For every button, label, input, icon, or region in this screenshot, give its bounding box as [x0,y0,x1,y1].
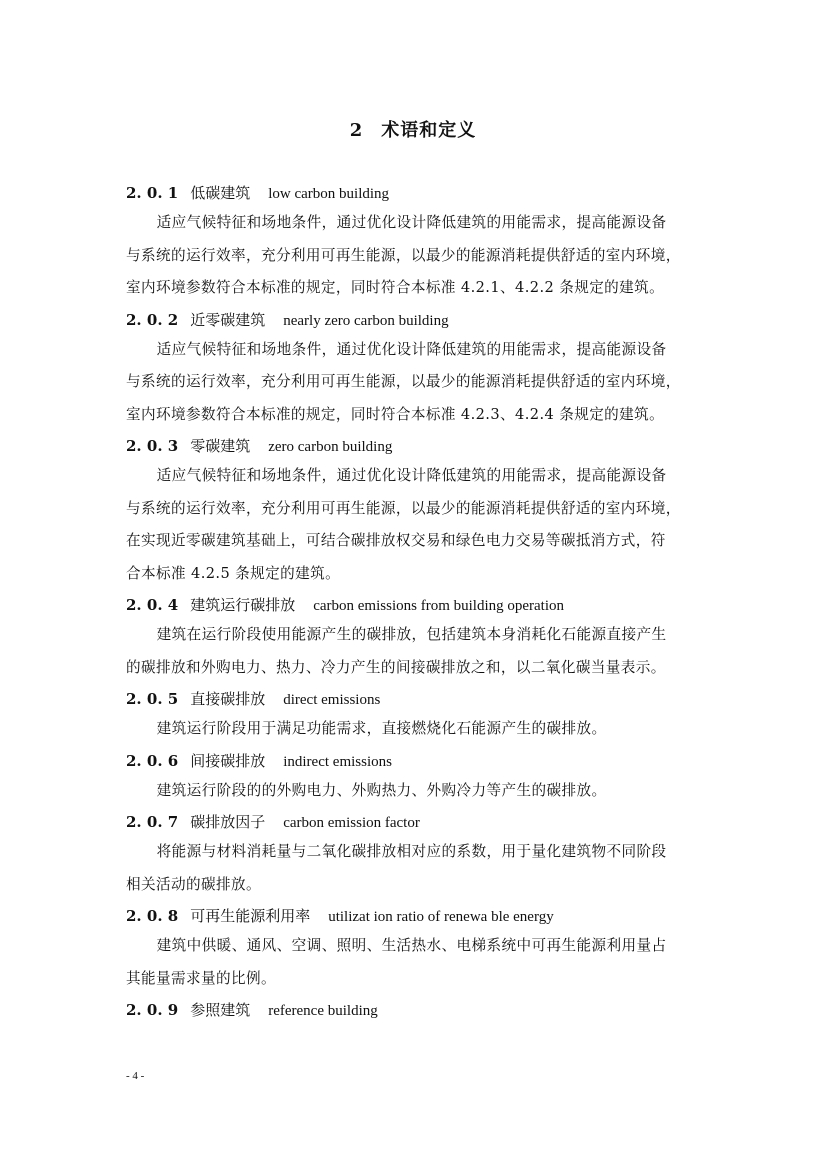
terms-list [126,178,726,1024]
term-code: 2. 0. 5 [126,690,179,708]
chapter-title-text: 术语和定义 [381,120,477,141]
term-code: 2. 0. 2 [126,310,179,329]
term-english-name: low carbon building [268,186,390,202]
term-definition [126,713,726,746]
term-chinese-name: 间接碳排放 [190,751,266,770]
term-chinese-name: 直接碳排放 [190,690,266,708]
term-english-name: utilizat ion ratio of renewa ble energy [328,909,554,925]
term-code: 2. 0. 9 [126,1001,179,1019]
term-definition [126,460,726,590]
definition-line: 相关活动的碳排放。 [126,875,261,893]
term-heading [126,808,726,836]
definition-line: 适应气候特征和场地条件，通过优化设计降低建筑的用能需求，提高能源设备 [156,467,667,484]
term-definition [126,836,726,901]
term-definition [126,207,726,305]
term-heading [126,432,726,460]
definition-line: 建筑在运行阶段使用能源产生的碳排放，包括建筑本身消耗化石能源直接产生 [156,626,667,643]
definition-line: 在实现近零碳建筑基础上，可结合碳排放权交易和绿色电力交易等碳抵消方式，符 [126,532,666,549]
definition-line: 室内环境参数符合本标准的规定，同时符合本标准 4.2.1、4.2.2 条规定的建筑。 [126,279,665,296]
term-chinese-name: 近零碳建筑 [190,310,266,329]
term-heading [126,902,726,930]
definition-line: 建筑中供暖、通风、空调、照明、生活热水、电梯系统中可再生能源利用量占 [156,937,667,954]
page-number: - 4 - [126,1070,145,1082]
term-heading [126,306,726,334]
term-english-name: direct emissions [283,692,381,708]
term-heading [126,591,726,619]
term-english-name: reference building [268,1003,378,1019]
definition-line: 建筑运行阶段的的外购电力、外购热力、外购冷力等产生的碳排放。 [156,781,607,799]
chapter-title [0,116,826,142]
term-chinese-name: 可再生能源利用率 [190,907,311,925]
term-heading [126,685,726,713]
term-code: 2. 0. 6 [126,751,179,770]
definition-line: 室内环境参数符合本标准的规定，同时符合本标准 4.2.3、4.2.4 条规定的建筑。 [126,405,665,423]
term-heading [126,179,726,207]
term-definition [126,930,726,995]
term-code: 2. 0. 3 [126,437,179,455]
definition-line: 将能源与材料消耗量与二氧化碳排放相对应的系数，用于量化建筑物不同阶段 [156,843,667,860]
definition-line: 适应气候特征和场地条件，通过优化设计降低建筑的用能需求，提高能源设备 [156,340,667,358]
definition-line: 其能量需求量的比例。 [126,969,276,987]
term-definition [126,334,726,432]
term-english-name: carbon emission factor [283,815,420,831]
term-code: 2. 0. 1 [126,184,179,202]
chapter-number: 2 [349,120,364,141]
term-chinese-name: 低碳建筑 [190,184,251,202]
term-chinese-name: 碳排放因子 [190,813,266,831]
term-english-name: indirect emissions [283,753,392,770]
term-definition [126,619,726,684]
definition-line: 合本标准 4.2.5 条规定的建筑。 [126,564,341,582]
definition-line: 与系统的运行效率，充分利用可再生能源，以最少的能源消耗提供舒适的室内环境， [126,373,681,390]
term-chinese-name: 零碳建筑 [190,437,251,455]
definition-line: 的碳排放和外购电力、热力、冷力产生的间接碳排放之和，以二氧化碳当量表示。 [126,658,666,676]
definition-line: 与系统的运行效率，充分利用可再生能源，以最少的能源消耗提供舒适的室内环境， [126,246,681,264]
term-code: 2. 0. 8 [126,907,179,925]
term-code: 2. 0. 4 [126,596,179,614]
term-code: 2. 0. 7 [126,813,179,831]
term-heading [126,747,726,775]
term-chinese-name: 建筑运行碳排放 [190,596,296,614]
definition-line: 与系统的运行效率，充分利用可再生能源，以最少的能源消耗提供舒适的室内环境， [126,499,681,517]
term-english-name: nearly zero carbon building [283,312,449,329]
definition-line: 适应气候特征和场地条件，通过优化设计降低建筑的用能需求，提高能源设备 [156,214,667,231]
term-english-name: zero carbon building [268,439,393,455]
term-chinese-name: 参照建筑 [190,1001,251,1019]
definition-line: 建筑运行阶段用于满足功能需求，直接燃烧化石能源产生的碳排放。 [156,720,607,737]
term-heading [126,996,726,1024]
term-english-name: carbon emissions from building operation [313,598,565,614]
term-definition [126,775,726,808]
